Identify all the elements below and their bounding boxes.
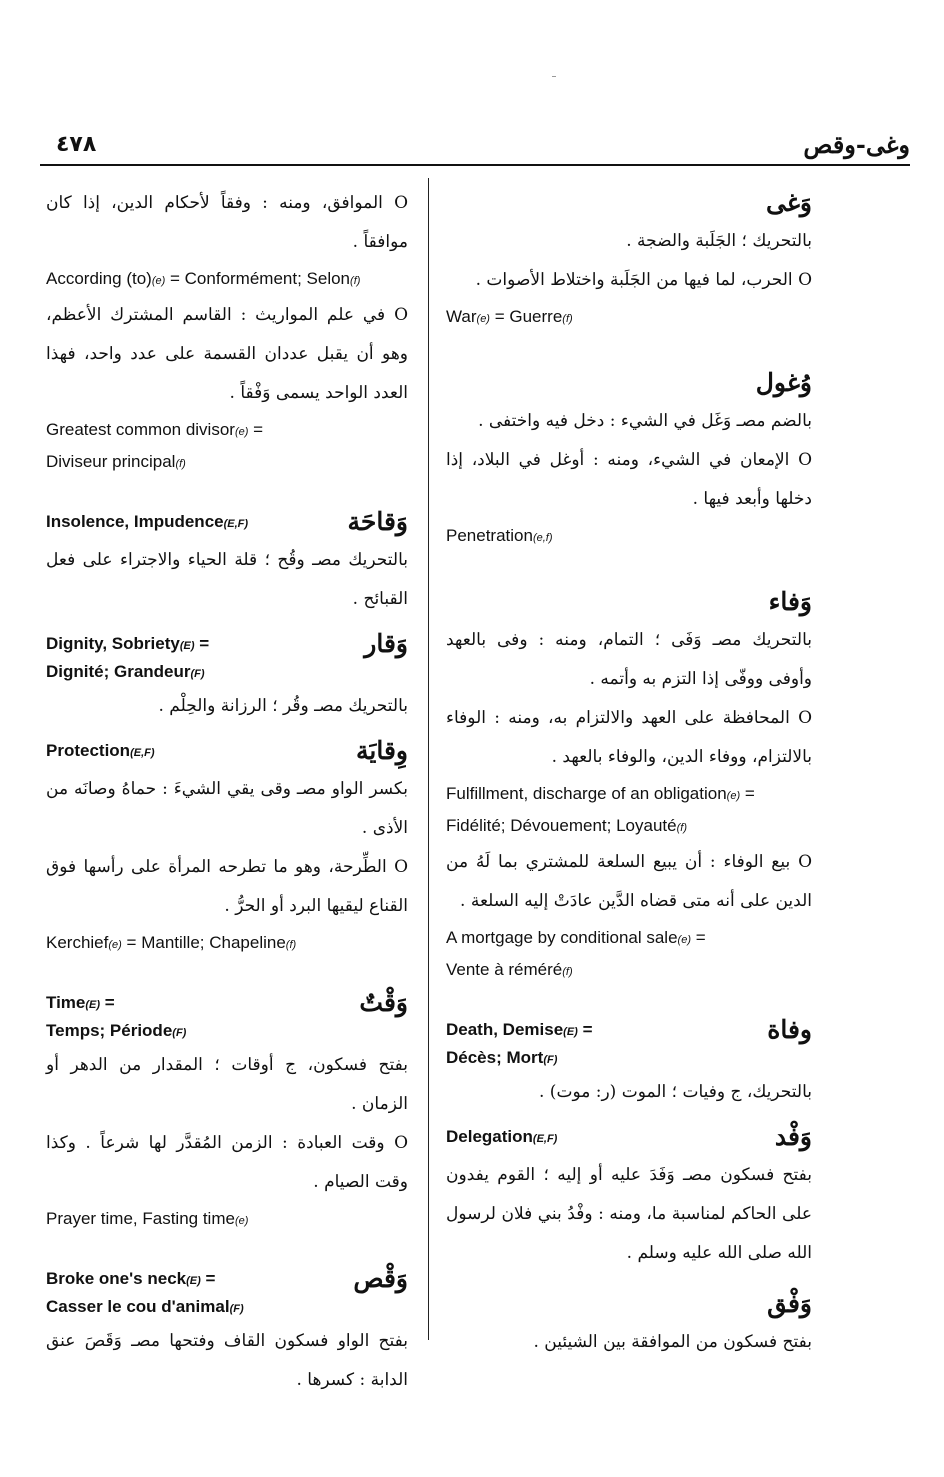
definition: بفتح فسكون مصـ وَفَدَ عليه أو إليه ؛ القوم يفدون على الحاكم لمناسبة ما، ومنه : وفْدُ بني فلان لرسول الله صلى الله عليه وسلم . — [446, 1165, 812, 1263]
equals-sign: = — [200, 1269, 216, 1288]
equals-sign: = — [691, 928, 706, 947]
sense-text: O في علم المواريث : القاسم المشترك الأعظم، وهو أن يقبل عددان القسمة على عدد واحد، فهذا العدد الواحد يسمى وَفْقاً . — [46, 305, 408, 403]
equivalent — [446, 923, 812, 987]
definition: بالضم مصـ وَغَل في الشيء : دخل فيه واختفى . — [478, 411, 812, 431]
language-tag: (E,F) — [223, 518, 249, 530]
equivalent-french: Casser le cou d'animal — [46, 1297, 230, 1316]
equivalent-head — [446, 1017, 812, 1073]
definition: بالتحريك مصـ وقُر ؛ الرزانة والحِلْم . — [158, 696, 408, 716]
sense-text: O بيع الوفاء : أن يبيع السلعة للمشتري بما لَهُ من الدين على أنه متى قضاه الدَّين عادَتْ إليه السلعة . — [446, 852, 812, 911]
entry-head — [46, 738, 408, 770]
equals-sign: = — [248, 420, 264, 439]
entry-wafd — [446, 1124, 812, 1273]
right-column — [446, 184, 812, 1374]
equivalent-english: Broke one's neck — [46, 1269, 187, 1288]
language-tag: (e) — [677, 934, 691, 946]
sense-text: O الإمعان في الشيء، ومنه : أوغل في البلاد، إذا دخلها وأبعد فيها . — [446, 450, 812, 509]
entry-head — [446, 1017, 812, 1073]
left-column — [46, 184, 408, 1412]
equivalent-english: Penetration — [446, 526, 533, 545]
language-tag: (e) — [151, 275, 166, 287]
equivalent — [46, 928, 408, 960]
language-tag: (f) — [562, 966, 573, 978]
equivalent-french: Dignité; Grandeur — [46, 662, 191, 681]
headword: وَقاحَة — [347, 507, 408, 536]
definition: بالتحريك مصـ وَفَى ؛ التمام، ومنه : وفى بالعهد وأوفى ووفّى إذا التزم به وأتمه . — [446, 630, 812, 689]
definition: بفتح الواو فسكون القاف وفتحها مصـ وَقَصَ عنق الدابة : كسرها . — [46, 1331, 408, 1390]
entry-head — [446, 1124, 812, 1156]
equivalent — [46, 415, 408, 479]
language-tag: (f) — [285, 939, 297, 951]
entry-wughul — [446, 364, 812, 553]
language-tag: (e) — [476, 313, 490, 325]
page-header — [40, 128, 910, 166]
headword: وَفْد — [774, 1122, 812, 1151]
headword: وَقْتٌ — [359, 988, 408, 1017]
equivalent-french: Mantille; Chapeline — [141, 933, 286, 952]
sense-text: O الطِّرحة، وهو ما تطرحه المرأة على رأسها فوق القناع ليقيها البرد أو الحرُّ . — [46, 857, 408, 916]
definition: بالتحريك، ج وفيات ؛ الموت (ر: موت) . — [539, 1082, 812, 1102]
language-tag: (F) — [190, 668, 205, 680]
equivalent-head — [46, 738, 408, 766]
entry-waqt — [46, 990, 408, 1236]
headword: وفاة — [767, 1015, 812, 1044]
sense-text: O وقت العبادة : الزمن المُقدَّر لها شرعاً . وكذا وقت الصيام . — [46, 1133, 408, 1192]
language-tag: (f) — [562, 313, 573, 325]
column-divider — [428, 178, 429, 1340]
equivalent-english: Death, Demise — [446, 1020, 564, 1039]
equivalent-english: Fulfillment, discharge of an obligation — [446, 784, 727, 803]
equivalent-head — [446, 1124, 812, 1152]
entry-waqs — [46, 1266, 408, 1400]
equals-sign: = — [194, 634, 210, 653]
equivalent-head — [46, 990, 408, 1046]
equivalent-english: According (to) — [46, 269, 152, 288]
equivalent-french: Fidélité; Dévouement; Loyauté — [446, 816, 677, 835]
equivalent-english: Prayer time, Fasting time — [46, 1209, 235, 1228]
headword: وَغى — [766, 188, 812, 217]
definition: بالتحريك ؛ الجَلَبة والضجة . — [626, 231, 812, 251]
definition: بفتح فسكون من الموافقة بين الشيئين . — [533, 1332, 812, 1352]
headword: وَقار — [364, 629, 408, 658]
sense-text: O المحافظة على العهد والالتزام به، ومنه : الوفاء بالالتزام، ووفاء الدين، والوفاء بالعهد . — [446, 708, 812, 767]
entry-wiqaya — [46, 738, 408, 960]
equivalent-head — [46, 631, 408, 687]
language-tag: (F) — [543, 1054, 558, 1066]
scan-speck — [552, 76, 556, 77]
equivalent-english: Dignity, Sobriety — [46, 634, 180, 653]
equivalent-english: War — [446, 307, 477, 326]
equivalent — [46, 1204, 408, 1236]
sense-text: O الحرب، لما فيها من الجَلَبة واختلاط الأصوات . — [475, 270, 812, 290]
entry-waqaha — [46, 509, 408, 619]
entry-head — [46, 990, 408, 1046]
entry-head — [46, 509, 408, 541]
entry-waghan — [446, 184, 812, 334]
equivalent — [446, 779, 812, 843]
language-tag: (e) — [108, 939, 122, 951]
equivalent — [446, 302, 812, 334]
language-tag: (e) — [234, 426, 249, 438]
equivalent-english: A mortgage by conditional sale — [446, 928, 678, 947]
language-tag: (E) — [179, 640, 195, 652]
equals-sign: = — [100, 993, 115, 1012]
language-tag: (e) — [234, 1215, 249, 1227]
language-tag: (f) — [175, 458, 186, 470]
definition: بفتح فسكون، ج أوقات ؛ المقدار من الدهر أو الزمان . — [46, 1055, 408, 1114]
language-tag: (F) — [229, 1303, 244, 1315]
language-tag: (F) — [172, 1027, 187, 1039]
equivalent-french: Temps; Période — [46, 1021, 173, 1040]
entry-wafq — [446, 1285, 812, 1362]
entry-wafa — [446, 583, 812, 987]
entry-head — [46, 1266, 408, 1322]
language-tag: (f) — [350, 275, 361, 287]
entry-waqar — [46, 631, 408, 726]
language-tag: (e) — [726, 790, 741, 802]
equivalent-french: Vente à réméré — [446, 960, 563, 979]
equivalent-french: Décès; Mort — [446, 1048, 544, 1067]
equivalent-english: Delegation — [446, 1127, 533, 1146]
entry-wafat — [446, 1017, 812, 1112]
language-tag: (E) — [186, 1275, 201, 1287]
equals-sign: = — [489, 307, 510, 326]
page-number: ٤٧٨ — [56, 132, 97, 157]
headword: وُغول — [755, 368, 812, 397]
language-tag: (E,F) — [130, 747, 155, 759]
language-tag: (E,F) — [532, 1133, 558, 1145]
equivalent-english: Insolence, Impudence — [46, 512, 224, 531]
entry-wafq-continued — [46, 184, 408, 479]
equivalent-french: Diviseur principal — [46, 452, 176, 471]
headword: وَفاء — [768, 587, 812, 616]
definition: بكسر الواو مصـ وقى يقي الشيءَ : حماهُ وصانَه من الأذى . — [46, 779, 408, 838]
headword: وَقْص — [353, 1264, 408, 1293]
entry-head — [46, 631, 408, 687]
equivalent-french: Guerre — [509, 307, 563, 326]
sense-text: O الموافق، ومنه : وفقاً لأحكام الدين، إذا كان موافقاً . — [46, 193, 408, 252]
definition: بالتحريك مصـ وقُح ؛ قلة الحياء والاجتراء على فعل القبائح . — [46, 550, 408, 609]
equivalent-english: Kerchief — [46, 933, 109, 952]
equivalent — [446, 521, 812, 553]
language-tag: (E) — [563, 1026, 578, 1038]
equals-sign: = — [121, 933, 142, 952]
equals-sign: = — [577, 1020, 593, 1039]
language-tag: (f) — [676, 822, 687, 834]
equivalent-french: Conformément; Selon — [184, 269, 351, 288]
headword: وِقايَة — [355, 736, 408, 765]
headword: وَفْق — [767, 1289, 812, 1318]
equals-sign: = — [165, 269, 185, 288]
language-tag: (e,f) — [532, 532, 553, 544]
running-head: وغى-وقص — [803, 130, 910, 159]
equivalent-english: Protection — [46, 741, 131, 760]
equivalent-english: Time — [46, 993, 86, 1012]
equivalent-english: Greatest common divisor — [46, 420, 235, 439]
language-tag: (E) — [85, 999, 101, 1011]
equals-sign: = — [740, 784, 755, 803]
equivalent — [46, 264, 408, 296]
